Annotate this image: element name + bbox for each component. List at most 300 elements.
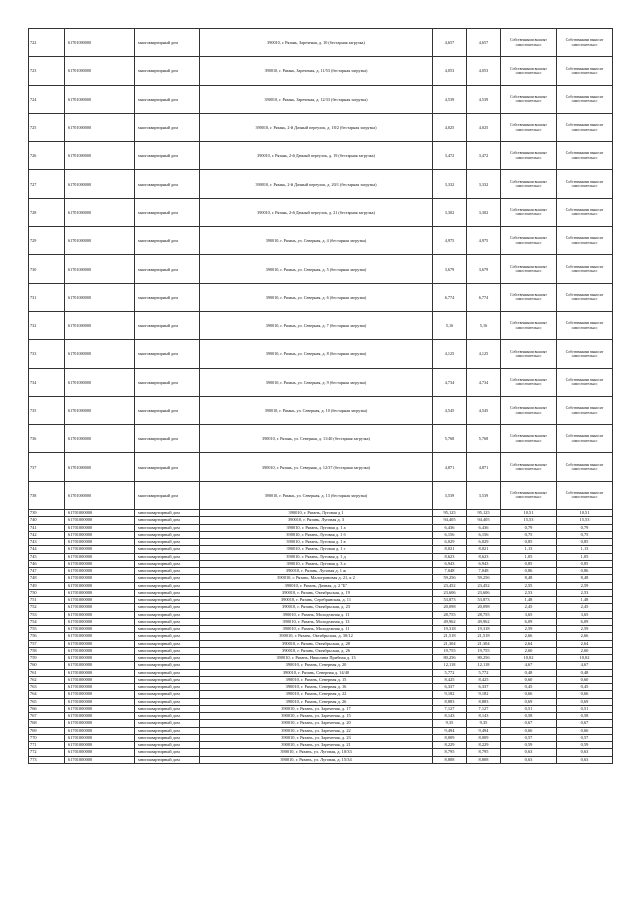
object-type: многоквартирный дом bbox=[135, 720, 200, 727]
table-row bbox=[29, 734, 613, 741]
oktmo-code: 61701000000 bbox=[65, 113, 135, 141]
object-type: многоквартирный дом bbox=[135, 340, 200, 368]
method-cell-2: 0,63 bbox=[557, 749, 613, 756]
volume-cell-2: 94,405 bbox=[467, 517, 501, 524]
oktmo-code: 61701000000 bbox=[65, 597, 135, 604]
address: 390010, г. Рязань, ул. Северная, д. 5 (бестарная загрузка) bbox=[200, 255, 433, 283]
object-type: многоквартирный дом bbox=[135, 611, 200, 618]
volume-cell: 8,143 bbox=[433, 713, 467, 720]
method-cell: 2,55 bbox=[501, 582, 557, 589]
method-cell: 6,09 bbox=[501, 618, 557, 625]
address: 390010, г. Рязань, Северная д. 26 bbox=[200, 698, 433, 705]
table-row bbox=[29, 676, 613, 683]
row-number: 727 bbox=[29, 170, 65, 198]
method-cell-2: 0,85 bbox=[557, 560, 613, 567]
method-cell-2: Собственными выносят самостоятельн о bbox=[557, 396, 613, 424]
object-type: многоквартирный дом bbox=[135, 756, 200, 763]
volume-cell-2: 19,755 bbox=[467, 647, 501, 654]
volume-cell: 21,304 bbox=[433, 640, 467, 647]
row-number: 743 bbox=[29, 539, 65, 546]
address: 390010, г. Рязань, Зареченая, д. 11/53 (бестарная загрузка) bbox=[200, 57, 433, 85]
table-row bbox=[29, 560, 613, 567]
oktmo-code: 61701000000 bbox=[65, 340, 135, 368]
address: 390010, г. Рязань, ул. Северная, д. 9 (бестарная загрузка) bbox=[200, 368, 433, 396]
object-type: многоквартирный дом bbox=[135, 283, 200, 311]
oktmo-code: 61701000000 bbox=[65, 749, 135, 756]
table-row bbox=[29, 283, 613, 311]
address: 390010, г. Рязань, Северная д. 22 bbox=[200, 691, 433, 698]
object-type: многоквартирный дом bbox=[135, 198, 200, 226]
oktmo-code: 61701000000 bbox=[65, 546, 135, 553]
address: 390010, г. Рязань, ул. Зареченая, д. 21 bbox=[200, 742, 433, 749]
volume-cell-2: 8,623 bbox=[467, 553, 501, 560]
method-cell-2: 0,58 bbox=[557, 713, 613, 720]
table-row bbox=[29, 640, 613, 647]
volume-cell: 6,774 bbox=[433, 283, 467, 311]
oktmo-code: 61701000000 bbox=[65, 481, 135, 509]
row-number: 763 bbox=[29, 684, 65, 691]
address: 390010, г. Рязань, Дачная, д. 2 "Б" bbox=[200, 582, 433, 589]
address: 390010, г. Рязань, 2-й Дачный переулок, д. 18/2 (бестарная загрузка) bbox=[200, 113, 433, 141]
method-cell-2: Собственными выносят самостоятельн о bbox=[557, 453, 613, 481]
method-cell-2: 0,79 bbox=[557, 524, 613, 531]
oktmo-code: 61701000000 bbox=[65, 255, 135, 283]
address: 390010, г. Рязань, Северная д. 15 bbox=[200, 676, 433, 683]
object-type: многоквартирный дом bbox=[135, 662, 200, 669]
method-cell: 4,67 bbox=[501, 662, 557, 669]
method-cell-2: Собственными выносят самостоятельн о bbox=[557, 481, 613, 509]
oktmo-code: 61701000000 bbox=[65, 618, 135, 625]
volume-cell: 19,318 bbox=[433, 626, 467, 633]
method-cell-2: 10,02 bbox=[557, 655, 613, 662]
oktmo-code: 61701000000 bbox=[65, 713, 135, 720]
method-cell-2: Собственными выносят самостоятельн о bbox=[557, 170, 613, 198]
row-number: 754 bbox=[29, 618, 65, 625]
method-cell-2: Собственными выносят самостоятельн о bbox=[557, 283, 613, 311]
address: 390010, г. Рязань, Октябрьская, д. 28 bbox=[200, 640, 433, 647]
row-number: 748 bbox=[29, 575, 65, 582]
table-row bbox=[29, 597, 613, 604]
address: 390010, г. Рязань, ул. Луговая, д. 10/33 bbox=[200, 749, 433, 756]
method-cell: 0,48 bbox=[501, 669, 557, 676]
method-cell: Собственными вышлят самостоятельн о bbox=[501, 113, 557, 141]
method-cell: 2,64 bbox=[501, 640, 557, 647]
method-cell: Собственными вышлят самостоятельн о bbox=[501, 481, 557, 509]
address: 390010, г. Рязань, Луговая д. 3 bbox=[200, 517, 433, 524]
volume-cell: 23,452 bbox=[433, 582, 467, 589]
method-cell: 1,48 bbox=[501, 597, 557, 604]
object-type: многоквартирный дом bbox=[135, 684, 200, 691]
volume-cell-2: 9,494 bbox=[467, 727, 501, 734]
volume-cell: 23,606 bbox=[433, 589, 467, 596]
volume-cell-2: 3,472 bbox=[467, 142, 501, 170]
method-cell-2: 3,65 bbox=[557, 611, 613, 618]
volume-cell: 7,048 bbox=[433, 568, 467, 575]
method-cell-2: 0,63 bbox=[557, 756, 613, 763]
volume-cell: 8,808 bbox=[433, 756, 467, 763]
row-number: 725 bbox=[29, 113, 65, 141]
row-number: 734 bbox=[29, 368, 65, 396]
volume-cell: 8,009 bbox=[433, 734, 467, 741]
method-cell-2: 10,51 bbox=[557, 510, 613, 517]
address: 390010, г. Рязань, Северная д. 16 bbox=[200, 684, 433, 691]
volume-cell-2: 8,808 bbox=[467, 756, 501, 763]
method-cell: 0,57 bbox=[501, 734, 557, 741]
address: 390010, г. Рязань, Молодежная д. 11 bbox=[200, 626, 433, 633]
oktmo-code: 61701000000 bbox=[65, 198, 135, 226]
volume-cell-2: 23,606 bbox=[467, 589, 501, 596]
row-number: 764 bbox=[29, 691, 65, 698]
table-row bbox=[29, 29, 613, 57]
volume-cell: 59,256 bbox=[433, 575, 467, 582]
address: 390010, г. Рязань, 2-й Дачный переулок, д. 21 (бестарная загрузка) bbox=[200, 198, 433, 226]
object-type: многоквартирный дом bbox=[135, 582, 200, 589]
row-number: 737 bbox=[29, 453, 65, 481]
object-type: многоквартирный дом bbox=[135, 705, 200, 712]
table-row bbox=[29, 727, 613, 734]
volume-cell: 4,734 bbox=[433, 368, 467, 396]
method-cell: 0,66 bbox=[501, 691, 557, 698]
oktmo-code: 61701000000 bbox=[65, 425, 135, 453]
oktmo-code: 61701000000 bbox=[65, 662, 135, 669]
volume-cell: 4,025 bbox=[433, 113, 467, 141]
table-row bbox=[29, 684, 613, 691]
volume-cell-2: 9,182 bbox=[467, 691, 501, 698]
object-type: многоквартирный дом bbox=[135, 727, 200, 734]
object-type: многоквартирный дом bbox=[135, 57, 200, 85]
table-row bbox=[29, 705, 613, 712]
oktmo-code: 61701000000 bbox=[65, 626, 135, 633]
volume-cell: 95,125 bbox=[433, 510, 467, 517]
address: 390010, г. Рязань, Луговая д. 1 д bbox=[200, 553, 433, 560]
table-row bbox=[29, 647, 613, 654]
method-cell-2: 2,59 bbox=[557, 582, 613, 589]
volume-cell-2: 6,156 bbox=[467, 531, 501, 538]
object-type: многоквартирный дом bbox=[135, 255, 200, 283]
object-type: многоквартирный дом bbox=[135, 142, 200, 170]
volume-cell: 6,029 bbox=[433, 539, 467, 546]
row-number: 760 bbox=[29, 662, 65, 669]
address: 390010, г. Рязань, Луговая д. 1 а bbox=[200, 524, 433, 531]
oktmo-code: 61701000000 bbox=[65, 227, 135, 255]
volume-cell-2: 9,35 bbox=[467, 720, 501, 727]
method-cell-2: Собственными выносят самостоятельн о bbox=[557, 113, 613, 141]
volume-cell-2: 6,943 bbox=[467, 560, 501, 567]
address: 390010, г. Рязань, ул. Зареченая, д. 15 bbox=[200, 713, 433, 720]
row-number: 768 bbox=[29, 720, 65, 727]
address: 390010, г. Рязань, ул. Северная, д. 11/40 (бестарная загрузка) bbox=[200, 425, 433, 453]
volume-cell: 8,623 bbox=[433, 553, 467, 560]
volume-cell: 9,35 bbox=[433, 720, 467, 727]
volume-cell-2: 8,229 bbox=[467, 742, 501, 749]
table-row bbox=[29, 575, 613, 582]
volume-cell-2: 6,436 bbox=[467, 524, 501, 531]
row-number: 741 bbox=[29, 524, 65, 531]
address: 390010, г. Рязань, ул. Северная, д. 7 (бестарная загрузка) bbox=[200, 311, 433, 339]
table-row bbox=[29, 255, 613, 283]
address: 390010, г. Рязань, ул. Зареченая, д. 23 bbox=[200, 734, 433, 741]
method-cell: 0,60 bbox=[501, 676, 557, 683]
oktmo-code: 61701000000 bbox=[65, 684, 135, 691]
address: 390010, г. Рязань, Луговая д. 1 г bbox=[200, 546, 433, 553]
table-row bbox=[29, 85, 613, 113]
method-cell-2: 1,48 bbox=[557, 597, 613, 604]
method-cell: 15,53 bbox=[501, 517, 557, 524]
volume-cell-2: 21,304 bbox=[467, 640, 501, 647]
table-row bbox=[29, 633, 613, 640]
table-row bbox=[29, 425, 613, 453]
object-type: многоквартирный дом bbox=[135, 691, 200, 698]
method-cell: 2,45 bbox=[501, 604, 557, 611]
volume-cell: 12,118 bbox=[433, 662, 467, 669]
table-row bbox=[29, 582, 613, 589]
oktmo-code: 61701000000 bbox=[65, 589, 135, 596]
table-row bbox=[29, 618, 613, 625]
row-number: 769 bbox=[29, 727, 65, 734]
oktmo-code: 61701000000 bbox=[65, 524, 135, 531]
method-cell-2: Собственными выносят самостоятельн о bbox=[557, 311, 613, 339]
oktmo-code: 61701000000 bbox=[65, 640, 135, 647]
row-number: 742 bbox=[29, 531, 65, 538]
volume-cell-2: 6,774 bbox=[467, 283, 501, 311]
volume-cell-2: 49,962 bbox=[467, 618, 501, 625]
table-row bbox=[29, 481, 613, 509]
oktmo-code: 61701000000 bbox=[65, 698, 135, 705]
volume-cell: 19,755 bbox=[433, 647, 467, 654]
address: 390010, г. Рязань, Луговая д. 1 ж bbox=[200, 568, 433, 575]
method-cell-2: 2,66 bbox=[557, 633, 613, 640]
method-cell: Собственными вышлят самостоятельн о bbox=[501, 170, 557, 198]
object-type: многоквартирный дом bbox=[135, 510, 200, 517]
row-number: 755 bbox=[29, 626, 65, 633]
object-type: многоквартирный дом bbox=[135, 698, 200, 705]
address: 390010, г. Рязань, ул. Зареченая, д. 20 bbox=[200, 720, 433, 727]
row-number: 730 bbox=[29, 255, 65, 283]
method-cell: 2,53 bbox=[501, 589, 557, 596]
object-type: многоквартирный дом bbox=[135, 524, 200, 531]
row-number: 733 bbox=[29, 340, 65, 368]
method-cell: 10,51 bbox=[501, 510, 557, 517]
volume-cell: 6,943 bbox=[433, 560, 467, 567]
oktmo-code: 61701000000 bbox=[65, 283, 135, 311]
volume-cell-2: 7,127 bbox=[467, 705, 501, 712]
row-number: 757 bbox=[29, 640, 65, 647]
object-type: многоквартирный дом bbox=[135, 633, 200, 640]
method-cell: 0,69 bbox=[501, 698, 557, 705]
volume-cell-2: 4,125 bbox=[467, 340, 501, 368]
volume-cell: 3,302 bbox=[433, 198, 467, 226]
oktmo-code: 61701000000 bbox=[65, 734, 135, 741]
table-row bbox=[29, 604, 613, 611]
table-row bbox=[29, 170, 613, 198]
volume-cell-2: 8,795 bbox=[467, 749, 501, 756]
row-number: 761 bbox=[29, 669, 65, 676]
volume-cell: 9,494 bbox=[433, 727, 467, 734]
method-cell-2: Собственными выносят самостоятельн о bbox=[557, 29, 613, 57]
volume-cell: 9,182 bbox=[433, 691, 467, 698]
table-row bbox=[29, 655, 613, 662]
volume-cell: 8,021 bbox=[433, 546, 467, 553]
volume-cell-2: 4,539 bbox=[467, 85, 501, 113]
volume-cell: 6,337 bbox=[433, 684, 467, 691]
method-cell-2: 2,53 bbox=[557, 589, 613, 596]
address: 390010, г. Рязань, Молодежная д. 13 bbox=[200, 618, 433, 625]
row-number: 732 bbox=[29, 311, 65, 339]
volume-cell-2: 4,734 bbox=[467, 368, 501, 396]
object-type: многоквартирный дом bbox=[135, 425, 200, 453]
table-row bbox=[29, 368, 613, 396]
address: 390010, г. Рязань, Зареченая, д. 10 (бестарная загрузка) bbox=[200, 29, 433, 57]
volume-cell: 80,256 bbox=[433, 655, 467, 662]
address: 390010, г. Рязань, Серебрянская, д. 11 bbox=[200, 597, 433, 604]
oktmo-code: 61701000000 bbox=[65, 647, 135, 654]
address: 390010, г. Рязань, ул. Зареченая, д. 22 bbox=[200, 727, 433, 734]
method-cell: Собственными вышлят самостоятельн о bbox=[501, 311, 557, 339]
table-row bbox=[29, 611, 613, 618]
address: 390010, г. Рязань, Октябрьская, д. 26 bbox=[200, 647, 433, 654]
volume-cell-2: 95,125 bbox=[467, 510, 501, 517]
volume-cell-2: 4,053 bbox=[467, 57, 501, 85]
row-number: 736 bbox=[29, 425, 65, 453]
object-type: многоквартирный дом bbox=[135, 553, 200, 560]
volume-cell: 3,679 bbox=[433, 255, 467, 283]
volume-cell-2: 4,871 bbox=[467, 453, 501, 481]
oktmo-code: 61701000000 bbox=[65, 553, 135, 560]
row-number: 756 bbox=[29, 633, 65, 640]
table-row bbox=[29, 749, 613, 756]
oktmo-code: 61701000000 bbox=[65, 539, 135, 546]
object-type: многоквартирный дом bbox=[135, 749, 200, 756]
row-number: 771 bbox=[29, 742, 65, 749]
method-cell: 10,02 bbox=[501, 655, 557, 662]
row-number: 758 bbox=[29, 647, 65, 654]
table-row bbox=[29, 691, 613, 698]
volume-cell-2: 3,332 bbox=[467, 170, 501, 198]
oktmo-code: 61701000000 bbox=[65, 170, 135, 198]
method-cell-2: 2,60 bbox=[557, 647, 613, 654]
method-cell: 0,51 bbox=[501, 705, 557, 712]
volume-cell: 8,425 bbox=[433, 676, 467, 683]
object-type: многоквартирный дом bbox=[135, 669, 200, 676]
table-row bbox=[29, 453, 613, 481]
method-cell-2: 0,75 bbox=[557, 531, 613, 538]
table-row bbox=[29, 517, 613, 524]
volume-cell: 4,871 bbox=[433, 453, 467, 481]
volume-cell: 4,053 bbox=[433, 57, 467, 85]
method-cell: 0,66 bbox=[501, 727, 557, 734]
oktmo-code: 61701000000 bbox=[65, 575, 135, 582]
volume-cell: 21,518 bbox=[433, 633, 467, 640]
volume-cell-2: 19,318 bbox=[467, 626, 501, 633]
oktmo-code: 61701000000 bbox=[65, 756, 135, 763]
volume-cell-2: 4,657 bbox=[467, 29, 501, 57]
volume-cell-2: 8,021 bbox=[467, 546, 501, 553]
object-type: многоквартирный дом bbox=[135, 734, 200, 741]
row-number: 731 bbox=[29, 283, 65, 311]
object-type: многоквартирный дом bbox=[135, 539, 200, 546]
oktmo-code: 61701000000 bbox=[65, 633, 135, 640]
method-cell-2: Собственными выносят самостоятельн о bbox=[557, 425, 613, 453]
method-cell: Собственными вышлят самостоятельн о bbox=[501, 57, 557, 85]
volume-cell-2: 6,029 bbox=[467, 539, 501, 546]
row-number: 751 bbox=[29, 597, 65, 604]
volume-cell-2: 4,975 bbox=[467, 227, 501, 255]
volume-cell: 4,657 bbox=[433, 29, 467, 57]
volume-cell: 7,127 bbox=[433, 705, 467, 712]
oktmo-code: 61701000000 bbox=[65, 396, 135, 424]
method-cell-2: 0,67 bbox=[557, 720, 613, 727]
volume-cell-2: 28,755 bbox=[467, 611, 501, 618]
object-type: многоквартирный дом bbox=[135, 170, 200, 198]
method-cell: Собственными вышлят самостоятельн о bbox=[501, 255, 557, 283]
oktmo-code: 61701000000 bbox=[65, 531, 135, 538]
object-type: многоквартирный дом bbox=[135, 742, 200, 749]
table-row bbox=[29, 57, 613, 85]
method-cell-2: Собственными выносят самостоятельн о bbox=[557, 198, 613, 226]
volume-cell-2: 53,873 bbox=[467, 597, 501, 604]
volume-cell-2: 6,337 bbox=[467, 684, 501, 691]
row-number: 740 bbox=[29, 517, 65, 524]
volume-cell: 4,975 bbox=[433, 227, 467, 255]
method-cell-2: 0,60 bbox=[557, 676, 613, 683]
volume-cell-2: 12,118 bbox=[467, 662, 501, 669]
method-cell: 0,58 bbox=[501, 713, 557, 720]
method-cell: 1,05 bbox=[501, 553, 557, 560]
method-cell-2: Собственными выносят самостоятельн о bbox=[557, 142, 613, 170]
method-cell: 0,67 bbox=[501, 720, 557, 727]
address: 390010, г. Рязань, Малограновая д. 21, к 2 bbox=[200, 575, 433, 582]
oktmo-code: 61701000000 bbox=[65, 611, 135, 618]
object-type: многоквартирный дом bbox=[135, 29, 200, 57]
table-row bbox=[29, 568, 613, 575]
volume-cell: 5,772 bbox=[433, 669, 467, 676]
object-type: многоквартирный дом bbox=[135, 589, 200, 596]
address: 390010, г. Рязань, ул. Северная, д. 8 (бестарная загрузка) bbox=[200, 340, 433, 368]
address: 390010, г. Рязань, Октябрьская, д. 30/12 bbox=[200, 633, 433, 640]
method-cell-2: Собственными выносят самостоятельн о bbox=[557, 57, 613, 85]
method-cell: 2,66 bbox=[501, 633, 557, 640]
object-type: многоквартирный дом bbox=[135, 85, 200, 113]
oktmo-code: 61701000000 bbox=[65, 727, 135, 734]
method-cell: 0,85 bbox=[501, 560, 557, 567]
volume-cell: 53,873 bbox=[433, 597, 467, 604]
object-type: многоквартирный дом bbox=[135, 311, 200, 339]
object-type: многоквартирный дом bbox=[135, 481, 200, 509]
object-type: многоквартирный дом bbox=[135, 676, 200, 683]
method-cell: 0,86 bbox=[501, 568, 557, 575]
method-cell: 0,45 bbox=[501, 684, 557, 691]
volume-cell: 3,472 bbox=[433, 142, 467, 170]
address: 390010, г. Рязань, ул. Луговая, д. 15/34 bbox=[200, 756, 433, 763]
row-number: 749 bbox=[29, 582, 65, 589]
row-number: 728 bbox=[29, 198, 65, 226]
object-type: многоквартирный дом bbox=[135, 618, 200, 625]
table-row bbox=[29, 142, 613, 170]
method-cell-2: 0,86 bbox=[557, 568, 613, 575]
row-number: 772 bbox=[29, 749, 65, 756]
address: 390010, г. Рязань, Зареченая, д. 12/33 (бестарная загрузка) bbox=[200, 85, 433, 113]
table-row bbox=[29, 531, 613, 538]
volume-cell-2: 80,256 bbox=[467, 655, 501, 662]
method-cell-2: 0,66 bbox=[557, 691, 613, 698]
address: 390010, г. Рязань, Молодежная д. 11 bbox=[200, 611, 433, 618]
address: 390010, г. Рязань, Северная д. 14/40 bbox=[200, 669, 433, 676]
volume-cell-2: 7,048 bbox=[467, 568, 501, 575]
volume-cell: 8,883 bbox=[433, 698, 467, 705]
method-cell: 2,59 bbox=[501, 626, 557, 633]
method-cell-2: 2,59 bbox=[557, 626, 613, 633]
oktmo-code: 61701000000 bbox=[65, 368, 135, 396]
